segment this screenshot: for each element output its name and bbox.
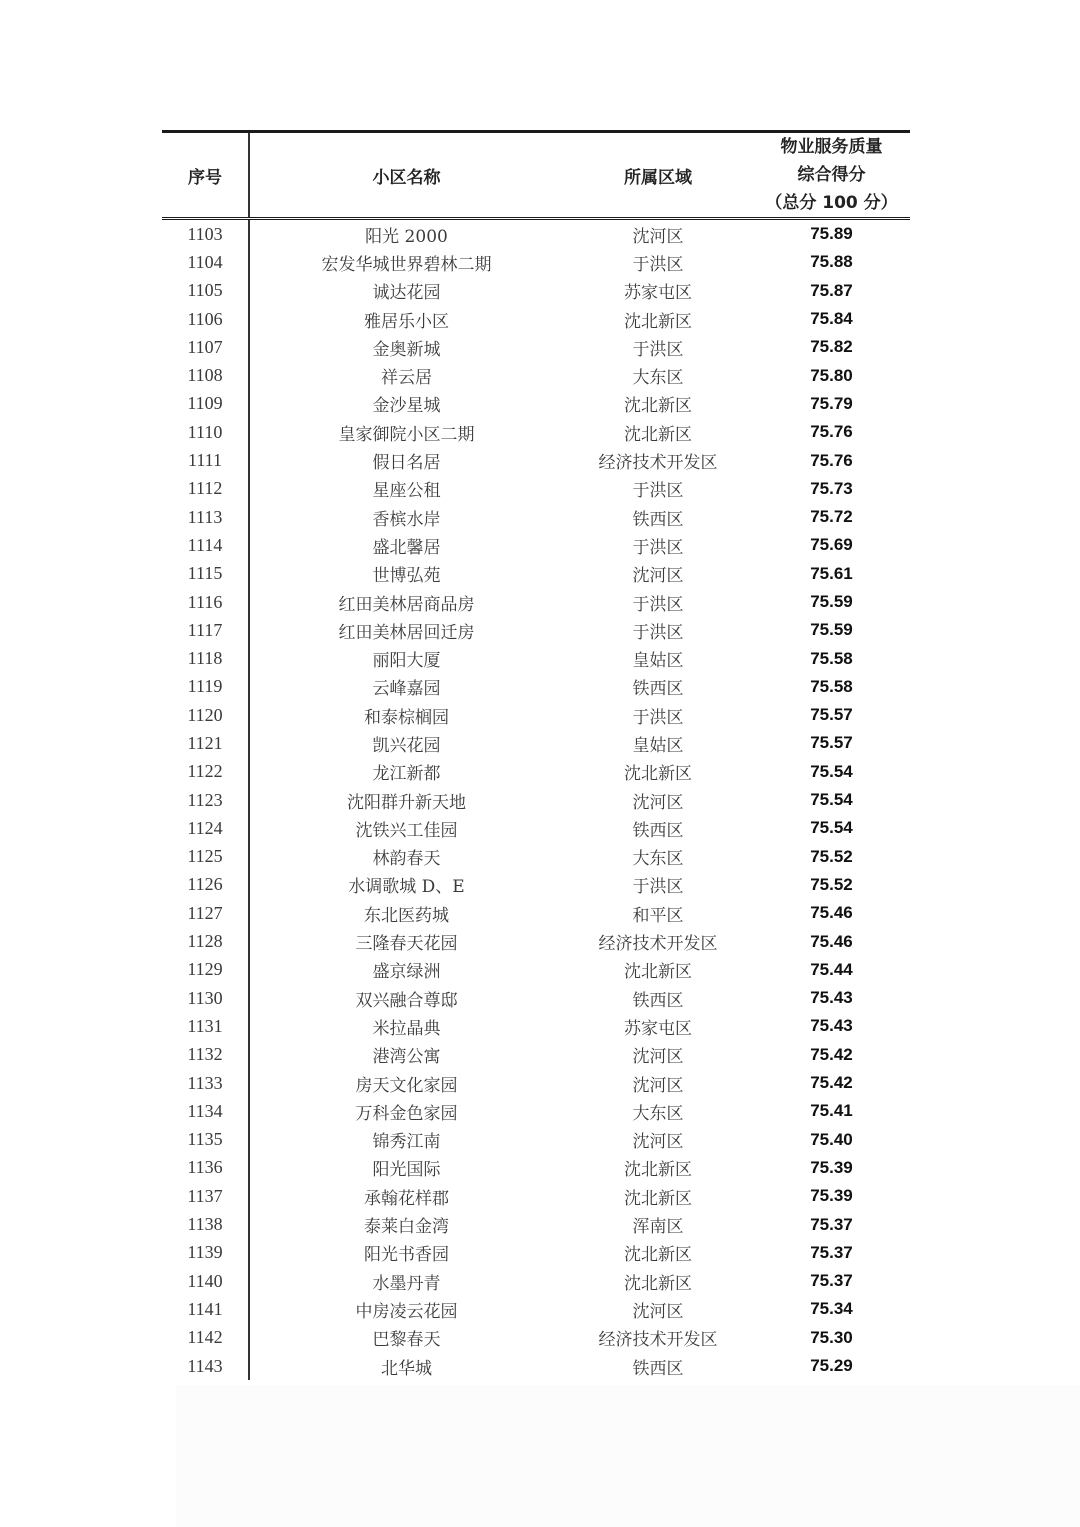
score-cell: 75.72 (810, 507, 853, 527)
table-row (162, 927, 910, 955)
district-cell: 沈北新区 (624, 396, 692, 417)
table-row (162, 418, 910, 446)
district-cell: 沈河区 (632, 1301, 684, 1322)
score-cell: 75.37 (810, 1242, 853, 1262)
serial-number-cell: 1114 (162, 531, 249, 559)
table-row (162, 644, 910, 672)
community-name-cell: 水调歌城 D、E (348, 877, 465, 898)
table-row (162, 1210, 910, 1238)
community-name-cell: 米拉晶典 (372, 1018, 441, 1039)
community-name-cell: 沈阳群升新天地 (347, 792, 466, 813)
community-name-cell: 盛北馨居 (372, 537, 441, 558)
score-cell: 75.52 (810, 846, 853, 866)
serial-number-cell: 1117 (162, 616, 249, 644)
score-cell: 75.43 (810, 988, 853, 1008)
serial-number-cell: 1133 (162, 1069, 249, 1097)
district-cell: 大东区 (632, 1103, 684, 1124)
district-cell: 于洪区 (632, 481, 684, 502)
community-name-cell: 假日名居 (372, 453, 441, 474)
serial-number-cell: 1110 (162, 418, 249, 446)
score-cell: 75.84 (810, 309, 853, 329)
district-cell: 和平区 (632, 905, 684, 926)
district-cell: 沈北新区 (624, 1188, 692, 1209)
table-row (162, 277, 910, 305)
community-name-cell: 港湾公寓 (372, 1047, 441, 1068)
community-name-cell: 巴黎春天 (372, 1330, 441, 1351)
serial-number-cell: 1124 (162, 814, 249, 842)
serial-number-cell: 1118 (162, 644, 249, 672)
score-cell: 75.88 (810, 252, 853, 272)
score-cell: 75.61 (810, 563, 853, 583)
score-cell: 75.73 (810, 478, 853, 498)
community-name-cell: 阳光 2000 (365, 226, 448, 247)
serial-number-cell: 1125 (162, 843, 249, 871)
serial-number-cell: 1115 (162, 560, 249, 588)
district-cell: 沈北新区 (624, 1160, 692, 1181)
district-cell: 沈北新区 (624, 1245, 692, 1266)
score-cell: 75.54 (810, 818, 853, 838)
district-cell: 沈北新区 (624, 1273, 692, 1294)
table-row (162, 361, 910, 389)
district-cell: 铁西区 (632, 509, 684, 530)
district-cell: 于洪区 (632, 707, 684, 728)
community-name-cell: 诚达花园 (372, 283, 441, 304)
score-cell: 75.58 (810, 648, 853, 668)
district-cell: 苏家屯区 (624, 283, 692, 304)
community-name-cell: 承翰花样郡 (364, 1188, 449, 1209)
table-row (162, 616, 910, 644)
serial-number-cell: 1112 (162, 475, 249, 503)
score-cell: 75.30 (810, 1327, 853, 1347)
table-row (162, 1126, 910, 1154)
header-score (753, 132, 910, 219)
community-name-cell: 锦秀江南 (372, 1132, 441, 1153)
serial-number-cell: 1122 (162, 758, 249, 786)
serial-number-cell: 1126 (162, 871, 249, 899)
table-row (162, 1012, 910, 1040)
community-name-cell: 香槟水岸 (372, 509, 441, 530)
district-cell: 经济技术开发区 (598, 453, 718, 474)
score-cell: 75.42 (810, 1073, 853, 1093)
score-cell: 75.29 (810, 1356, 853, 1376)
table-row (162, 1041, 910, 1069)
district-cell: 铁西区 (632, 990, 684, 1011)
table-row (162, 1324, 910, 1352)
district-cell: 于洪区 (632, 622, 684, 643)
serial-number-cell: 1137 (162, 1182, 249, 1210)
community-name-cell: 东北医药城 (364, 905, 449, 926)
table-row (162, 333, 910, 361)
table-row (162, 786, 910, 814)
table-row (162, 560, 910, 588)
score-cell: 75.54 (810, 790, 853, 810)
score-cell: 75.82 (810, 337, 853, 357)
score-cell: 75.34 (810, 1299, 853, 1319)
score-cell: 75.42 (810, 1044, 853, 1064)
community-name-cell: 盛京绿洲 (372, 962, 441, 983)
district-cell: 沈北新区 (624, 424, 692, 445)
serial-number-cell: 1141 (162, 1295, 249, 1323)
score-cell: 75.58 (810, 676, 853, 696)
score-cell: 75.76 (810, 422, 853, 442)
district-cell: 沈河区 (632, 1075, 684, 1096)
district-cell: 于洪区 (632, 339, 684, 360)
community-name-cell: 和泰棕榈园 (364, 707, 449, 728)
table-row (162, 503, 910, 531)
district-cell: 沈河区 (632, 1047, 684, 1068)
serial-number-cell: 1127 (162, 899, 249, 927)
score-cell: 75.54 (810, 761, 853, 781)
serial-number-cell: 1113 (162, 503, 249, 531)
table-row (162, 1069, 910, 1097)
community-name-cell: 龙江新都 (372, 764, 441, 785)
serial-number-cell: 1143 (162, 1352, 249, 1380)
serial-number-cell: 1120 (162, 701, 249, 729)
district-cell: 沈北新区 (624, 311, 692, 332)
district-cell: 铁西区 (632, 679, 684, 700)
serial-number-cell: 1105 (162, 277, 249, 305)
community-name-cell: 雅居乐小区 (364, 311, 449, 332)
score-cell: 75.46 (810, 903, 853, 923)
community-name-cell: 双兴融合尊邸 (355, 990, 458, 1011)
score-cell: 75.59 (810, 620, 853, 640)
table-row (162, 1182, 910, 1210)
district-cell: 苏家屯区 (624, 1018, 692, 1039)
score-cell: 75.76 (810, 450, 853, 470)
district-cell: 经济技术开发区 (598, 1330, 718, 1351)
score-cell: 75.44 (810, 959, 853, 979)
community-name-cell: 三隆春天花园 (355, 934, 458, 955)
district-cell: 沈北新区 (624, 764, 692, 785)
serial-number-cell: 1104 (162, 248, 249, 276)
community-name-cell: 凯兴花园 (372, 735, 441, 756)
table-row (162, 1154, 910, 1182)
score-cell: 75.39 (810, 1186, 853, 1206)
header-district: 所属区域 (563, 132, 753, 219)
table-row (162, 588, 910, 616)
district-cell: 大东区 (632, 368, 684, 389)
serial-number-cell: 1140 (162, 1267, 249, 1295)
district-cell: 于洪区 (632, 254, 684, 275)
serial-number-cell: 1128 (162, 927, 249, 955)
community-name-cell: 红田美林居回迁房 (338, 622, 475, 643)
table-row (162, 1097, 910, 1125)
table-row (162, 248, 910, 276)
district-cell: 于洪区 (632, 877, 684, 898)
community-name-cell: 宏发华城世界碧林二期 (321, 254, 492, 275)
score-cell: 75.39 (810, 1157, 853, 1177)
score-cell: 75.57 (810, 705, 853, 725)
table-row (162, 729, 910, 757)
district-cell: 沈河区 (632, 226, 684, 247)
table-row (162, 956, 910, 984)
score-cell: 75.87 (810, 280, 853, 300)
table-row (162, 984, 910, 1012)
table-row (162, 871, 910, 899)
score-cell: 75.41 (810, 1101, 853, 1121)
header-score-line2: 综合得分 (797, 165, 866, 185)
district-cell: 皇姑区 (632, 651, 684, 672)
serial-number-cell: 1134 (162, 1097, 249, 1125)
district-cell: 于洪区 (632, 537, 684, 558)
table-row (162, 899, 910, 927)
district-cell: 浑南区 (632, 1217, 684, 1238)
district-cell: 皇姑区 (632, 735, 684, 756)
table-row (162, 475, 910, 503)
table-row (162, 219, 910, 249)
community-name-cell: 星座公租 (372, 481, 441, 502)
table-row (162, 701, 910, 729)
score-cell: 75.89 (810, 224, 853, 244)
score-cell: 75.40 (810, 1129, 853, 1149)
table-row (162, 390, 910, 418)
table-row (162, 1295, 910, 1323)
table-row (162, 446, 910, 474)
header-score-line3: （总分 100 分） (765, 193, 898, 213)
district-cell: 沈北新区 (624, 962, 692, 983)
score-cell: 75.52 (810, 874, 853, 894)
serial-number-cell: 1130 (162, 984, 249, 1012)
community-name-cell: 金奥新城 (372, 339, 441, 360)
serial-number-cell: 1121 (162, 729, 249, 757)
table-row (162, 531, 910, 559)
serial-number-cell: 1111 (162, 446, 249, 474)
serial-number-cell: 1131 (162, 1012, 249, 1040)
community-name-cell: 红田美林居商品房 (338, 594, 475, 615)
community-name-cell: 中房凌云花园 (355, 1301, 458, 1322)
serial-number-cell: 1106 (162, 305, 249, 333)
community-name-cell: 水墨丹青 (372, 1273, 441, 1294)
district-cell: 铁西区 (632, 1358, 684, 1379)
serial-number-cell: 1119 (162, 673, 249, 701)
community-name-cell: 北华城 (381, 1358, 432, 1379)
community-name-cell: 沈铁兴工佳园 (355, 820, 458, 841)
score-cell: 75.46 (810, 931, 853, 951)
score-cell: 75.80 (810, 365, 853, 385)
property-service-ranking-table (162, 130, 910, 1380)
district-cell: 沈河区 (632, 792, 684, 813)
community-name-cell: 世博弘苑 (372, 566, 441, 587)
serial-number-cell: 1123 (162, 786, 249, 814)
serial-number-cell: 1135 (162, 1126, 249, 1154)
score-cell: 75.37 (810, 1214, 853, 1234)
community-name-cell: 林韵春天 (372, 849, 441, 870)
score-cell: 75.59 (810, 592, 853, 611)
serial-number-cell: 1138 (162, 1210, 249, 1238)
community-name-cell: 房天文化家园 (355, 1075, 458, 1096)
header-score-line1: 物业服务质量 (780, 137, 883, 157)
serial-number-cell: 1132 (162, 1041, 249, 1069)
table-row (162, 1267, 910, 1295)
serial-number-cell: 1109 (162, 390, 249, 418)
community-name-cell: 丽阳大厦 (372, 651, 441, 672)
community-name-cell: 祥云居 (381, 368, 432, 389)
serial-number-cell: 1116 (162, 588, 249, 616)
table-row (162, 1239, 910, 1267)
community-name-cell: 云峰嘉园 (372, 679, 441, 700)
score-cell: 75.37 (810, 1271, 853, 1291)
table-row (162, 758, 910, 786)
district-cell: 于洪区 (632, 594, 684, 615)
page-background-tint (176, 1385, 1080, 1527)
score-cell: 75.57 (810, 733, 853, 753)
serial-number-cell: 1136 (162, 1154, 249, 1182)
header-community-name: 小区名称 (249, 132, 563, 219)
score-cell: 75.43 (810, 1016, 853, 1036)
district-cell: 铁西区 (632, 820, 684, 841)
community-name-cell: 皇家御院小区二期 (338, 424, 475, 445)
community-name-cell: 金沙星城 (372, 396, 441, 417)
ranking-table-container (162, 130, 910, 1380)
community-name-cell: 阳光书香园 (364, 1245, 449, 1266)
serial-number-cell: 1142 (162, 1324, 249, 1352)
serial-number-cell: 1129 (162, 956, 249, 984)
serial-number-cell: 1107 (162, 333, 249, 361)
header-serial-number: 序号 (162, 132, 249, 219)
table-row (162, 1352, 910, 1380)
table-row (162, 843, 910, 871)
serial-number-cell: 1139 (162, 1239, 249, 1267)
district-cell: 沈河区 (632, 566, 684, 587)
table-body (162, 219, 910, 1381)
district-cell: 经济技术开发区 (598, 934, 718, 955)
serial-number-cell: 1103 (162, 219, 249, 249)
community-name-cell: 泰莱白金湾 (364, 1217, 449, 1238)
score-cell: 75.69 (810, 535, 853, 555)
table-row (162, 673, 910, 701)
table-row (162, 814, 910, 842)
district-cell: 沈河区 (632, 1132, 684, 1153)
serial-number-cell: 1108 (162, 361, 249, 389)
community-name-cell: 万科金色家园 (355, 1103, 458, 1124)
community-name-cell: 阳光国际 (372, 1160, 441, 1181)
table-row (162, 305, 910, 333)
district-cell: 大东区 (632, 849, 684, 870)
table-header-row (162, 132, 910, 219)
score-cell: 75.79 (810, 393, 853, 413)
